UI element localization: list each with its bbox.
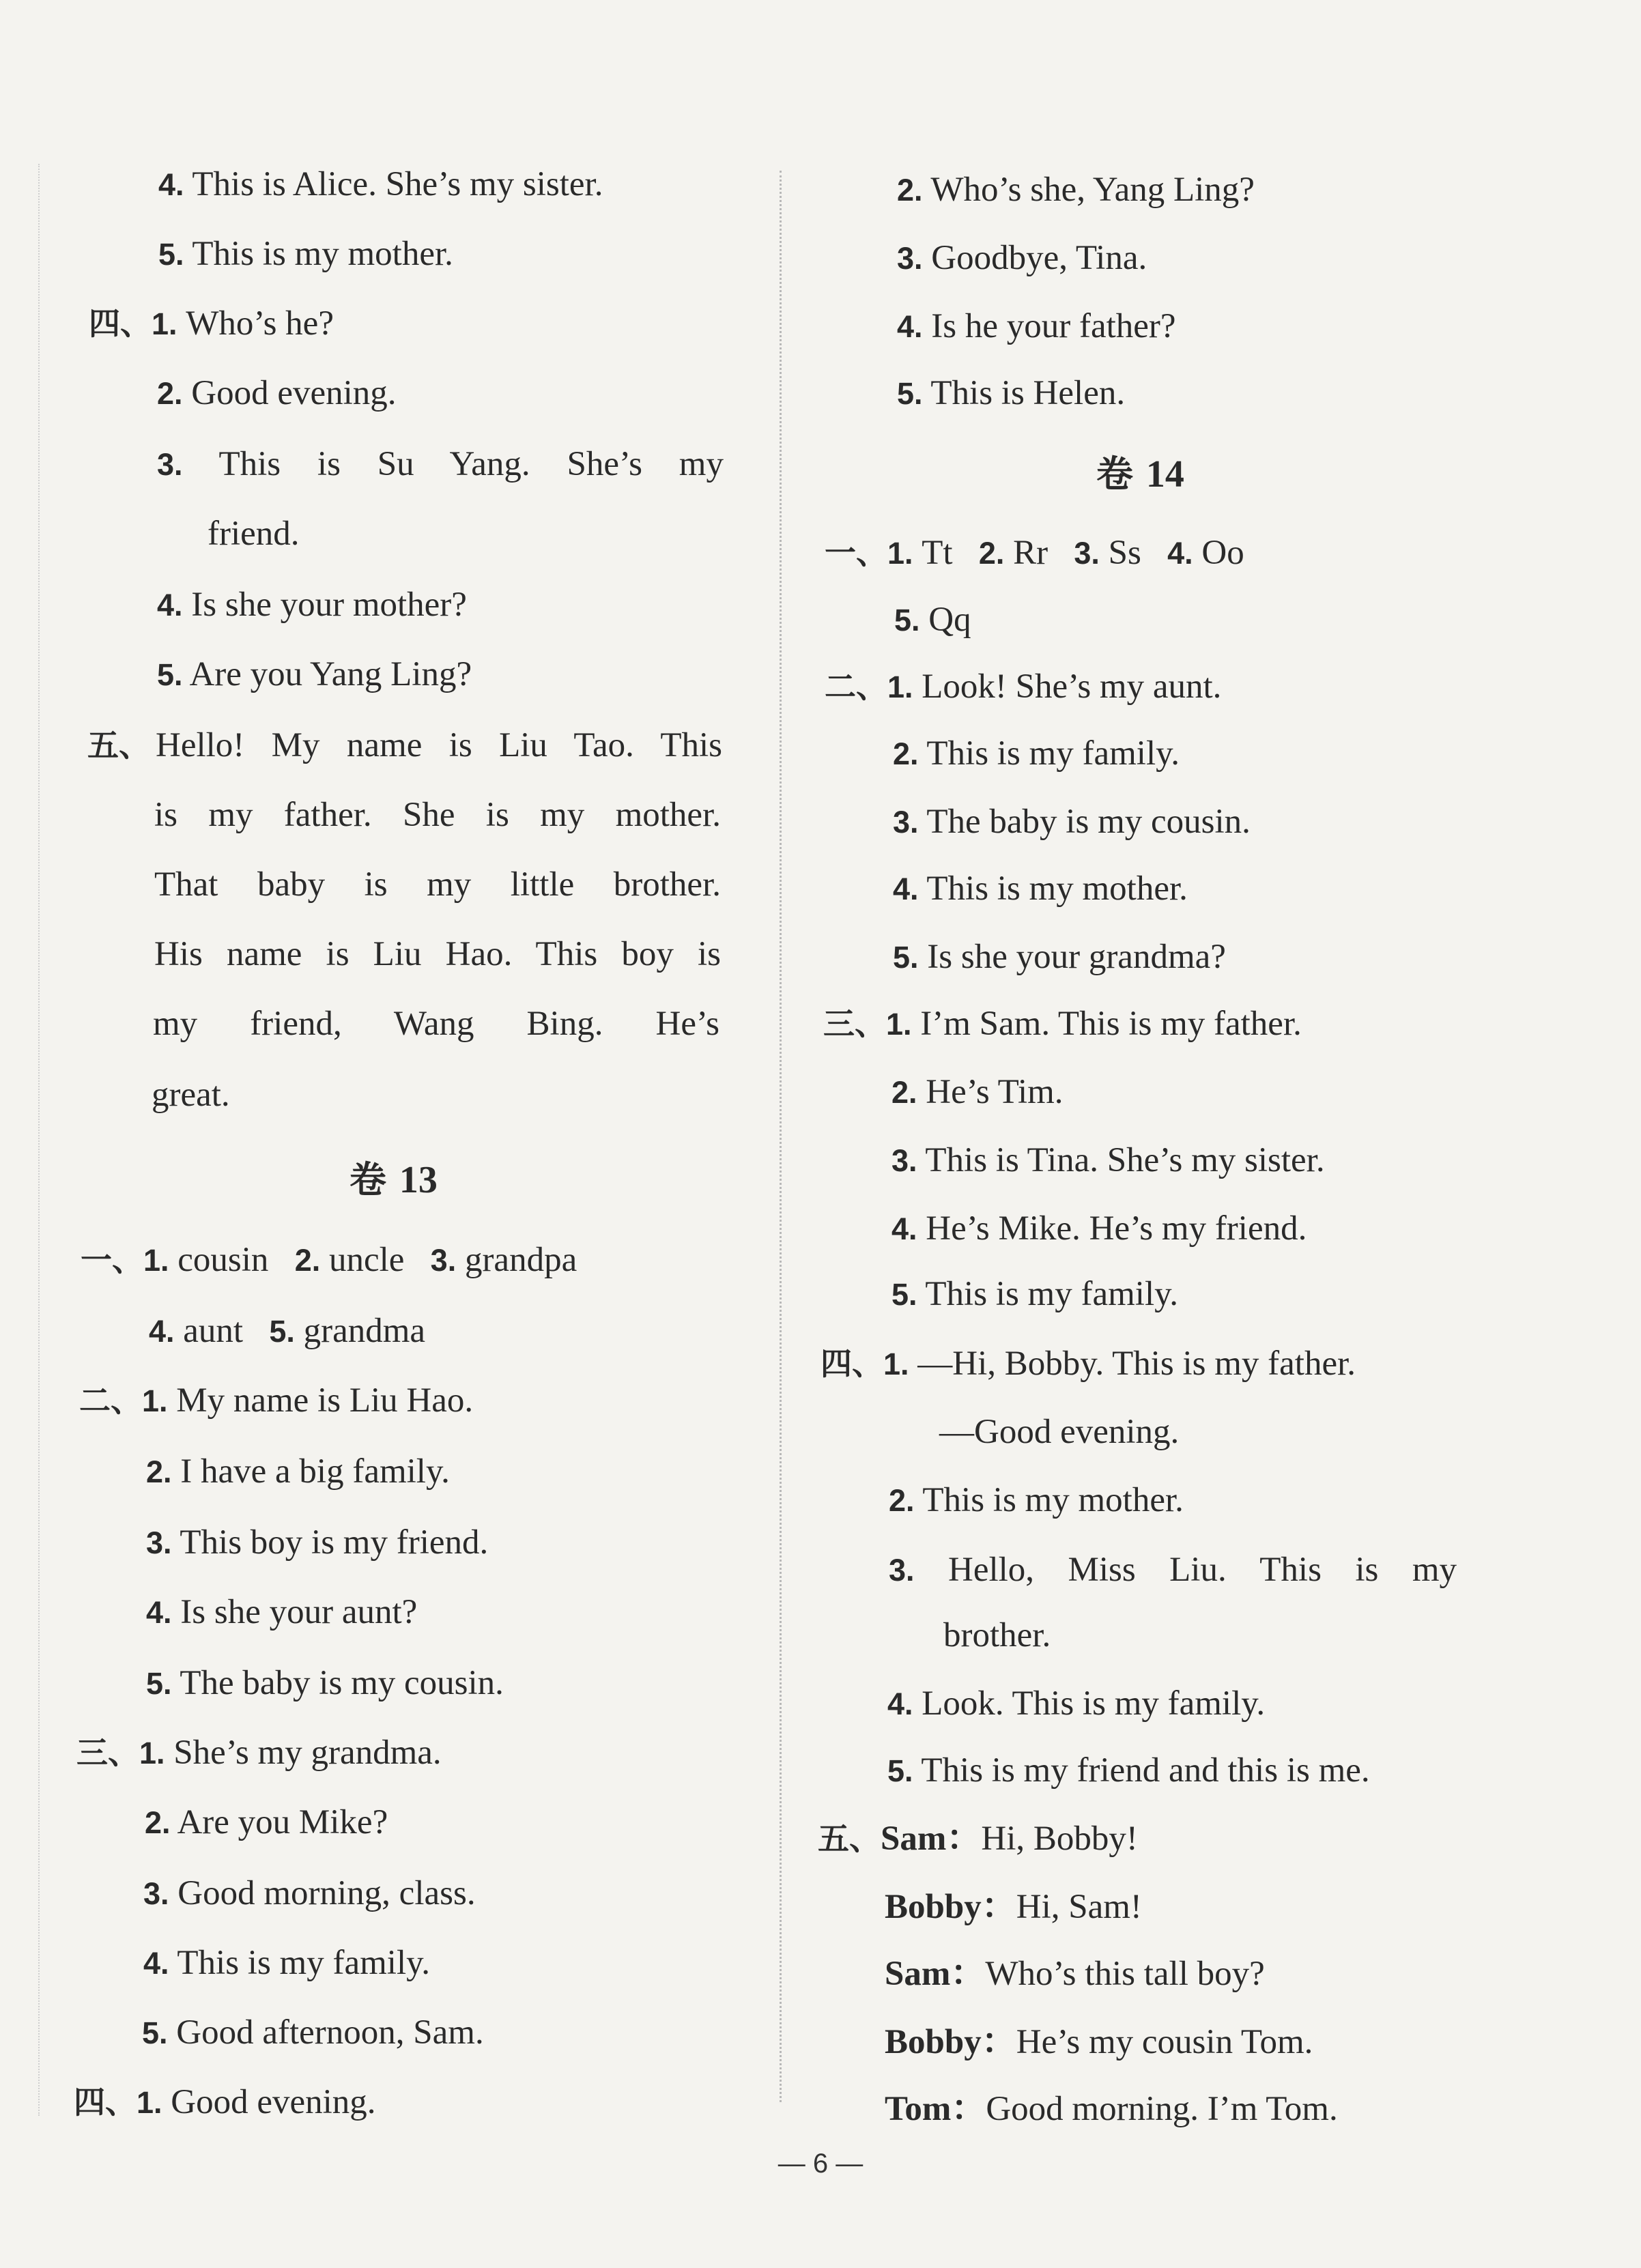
dialogue-line: Tom：Good morning. I’m Tom. [885,2090,1338,2128]
answer-item: 4. This is Alice. She’s my sister. [158,165,603,203]
answer-item: 2. Good evening. [157,374,397,412]
answer-item: 2. I have a big family. [146,1452,450,1491]
page-number: — 6 — [777,2149,864,2179]
section-heading-juan-13: 卷 13 [349,1158,438,1201]
section-three: 三、1. I’m Sam. This is my father. [823,1005,1302,1043]
passage-line: is my father. She is my mother. [154,796,721,834]
answer-item: 4. Look. This is my family. [887,1684,1266,1723]
answer-item: 2. He’s Tim. [891,1073,1064,1111]
section-heading-juan-14: 卷 14 [1096,453,1184,496]
answer-item: 2. This is my mother. [889,1481,1184,1519]
answer-item: 3. This is Su Yang. She’s my [157,445,724,483]
answer-item: 2. Are you Mike? [145,1803,388,1841]
section-two: 二、1. Look! She’s my aunt. [825,668,1222,706]
passage-line: great. [152,1076,230,1114]
section-five-marker: 五、 [87,727,150,764]
answer-row: 4. aunt 5. grandma [149,1312,426,1350]
column-divider [780,171,782,2102]
answer-item: 3. This is Tina. She’s my sister. [891,1141,1325,1179]
answer-item: 3. This boy is my friend. [146,1523,489,1562]
answer-item: 3. The baby is my cousin. [893,803,1251,841]
section-four: 四、1. —Hi, Bobby. This is my father. [820,1345,1356,1383]
answer-item-continued: friend. [208,515,300,553]
section-one: 一、1. cousin 2. uncle 3. grandpa [81,1241,577,1279]
section-five: 五、Sam：Hi, Bobby! [818,1820,1138,1858]
answer-row: 5. Qq [894,601,971,639]
answer-item: 2. Who’s she, Yang Ling? [897,171,1255,209]
answer-item: 3. Hello, Miss Liu. This is my [889,1551,1457,1589]
answer-item: 5. Is she your grandma? [893,938,1226,976]
answer-item: 3. Goodbye, Tina. [897,239,1147,277]
answer-item: 4. Is he your father? [897,307,1176,345]
passage-line: That baby is my little brother. [154,865,721,904]
answer-item: 4. He’s Mike. He’s my friend. [891,1209,1307,1248]
section-two: 二、1. My name is Liu Hao. [79,1381,474,1420]
answer-item: 5. This is my friend and this is me. [887,1751,1370,1790]
left-margin-rule [38,164,40,2116]
dialogue-line: Bobby：Hi, Sam! [885,1888,1142,1926]
dialogue-line: Bobby：He’s my cousin Tom. [885,2023,1313,2061]
passage-line: Hello! My name is Liu Tao. This [156,726,722,764]
answer-item-continued: brother. [943,1616,1051,1654]
section-four: 四、1. Good evening. [74,2083,376,2121]
answer-item: 5. This is my mother. [158,235,453,273]
section-one: 一、1. Tt 2. Rr 3. Ss 4. Oo [825,534,1244,572]
answer-item: 5. The baby is my cousin. [146,1664,504,1702]
passage-line: His name is Liu Hao. This boy is [154,935,721,973]
dialogue-line: Sam：Who’s this tall boy? [885,1955,1265,1993]
answer-item: 5. Good afternoon, Sam. [142,2013,484,2052]
answer-item: 4. This is my family. [143,1944,431,1982]
answer-item: 4. Is she your mother? [157,586,467,624]
answer-item: 5. Are you Yang Ling? [157,655,472,693]
section-four: 四、1. Who’s he? [89,304,334,343]
answer-item: 5. This is my family. [891,1275,1179,1313]
answer-item: 2. This is my family. [893,734,1180,773]
answer-item: 4. Is she your aunt? [146,1593,418,1631]
answer-item: 5. This is Helen. [897,374,1126,412]
answer-item-continued: —Good evening. [939,1413,1180,1451]
answer-item: 3. Good morning, class. [143,1874,476,1912]
section-three: 三、1. She’s my grandma. [76,1734,442,1772]
passage-line: my friend, Wang Bing. He’s [153,1005,719,1043]
answer-item: 4. This is my mother. [893,870,1188,908]
